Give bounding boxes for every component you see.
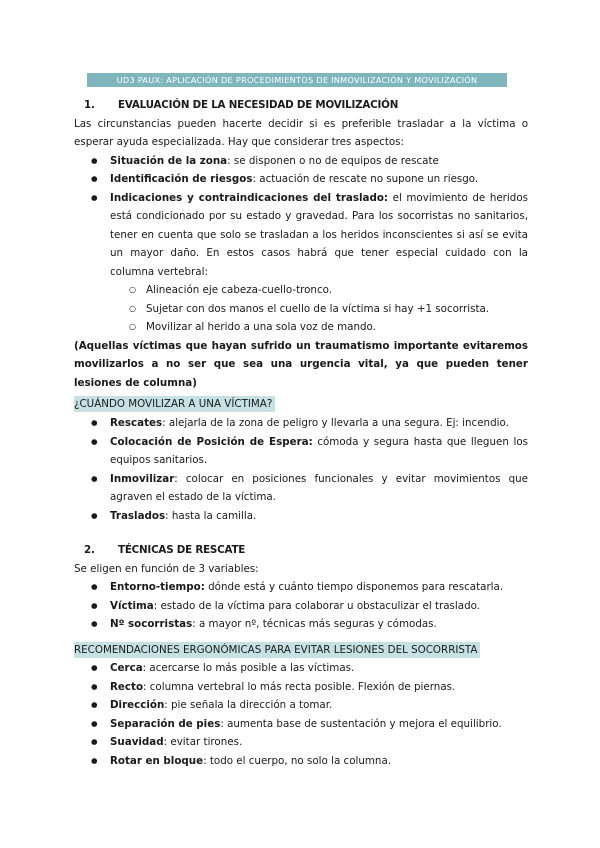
section-tecnicas — [74, 541, 528, 634]
list-item: ● Inmovilizar: colocar en posiciones funcionales y evitar movimientos que agraven el estado de la víctima. — [74, 470, 528, 507]
highlighted-title: ¿CUÁNDO MOVILIZAR A UNA VÍCTIMA? — [74, 396, 275, 412]
section-title: EVALUACIÓN DE LA NECESIDAD DE MOVILIZACIÓN — [118, 99, 399, 111]
sub-list-item: ○ Movilizar al herido a una sola voz de mando. — [74, 318, 528, 337]
section-ergonomia — [74, 659, 528, 770]
section-heading — [74, 541, 528, 560]
list-item: ● Rotar en bloque: todo el cuerpo, no solo la columna. — [74, 752, 528, 771]
section-cuando — [74, 414, 528, 525]
ergo-list — [74, 659, 528, 770]
section-heading — [74, 96, 528, 115]
list-item: ● Suavidad: evitar tirones. — [74, 733, 528, 752]
list-item: ● Nº socorristas: a mayor nº, técnicas más seguras y cómodas. — [74, 615, 528, 634]
aspects-list — [74, 152, 528, 282]
sub-list-item: ○ Alineación eje cabeza-cuello-tronco. — [74, 281, 528, 300]
list-item: ● Situación de la zona: se disponen o no de equipos de rescate — [74, 152, 528, 171]
list-item: ● Cerca: acercarse lo más posible a las víctimas. — [74, 659, 528, 678]
section-number: 1. — [84, 99, 95, 111]
list-item: ● Indicaciones y contraindicaciones del traslado: el movimiento de heridos está condicionado por su estado y gravedad. Para los socorristas no sanitarios, tener en cuenta que solo se trasladan a los heridos inconscientes si así se evita un mayor daño. En estos casos habrá que tener especial cuidado con la columna vertebral: — [74, 189, 528, 282]
ergo-heading — [74, 641, 480, 660]
highlighted-title: RECOMENDACIONES ERGONÓMICAS PARA EVITAR LESIONES DEL SOCORRISTA — [74, 642, 480, 658]
sub-list-item: ○ Sujetar con dos manos el cuello de la víctima si hay +1 socorrista. — [74, 300, 528, 319]
section-title: TÉCNICAS DE RESCATE — [118, 544, 246, 556]
trauma-note: (Aquellas víctimas que hayan sufrido un traumatismo importante evitaremos movilizarlos a no ser que sea una urgencia vital, ya que pueden tener lesiones de columna) — [74, 339, 528, 389]
list-item: ● Separación de pies: aumenta base de sustentación y mejora el equilibrio. — [74, 715, 528, 734]
when-heading — [74, 395, 275, 414]
list-item: ● Colocación de Posición de Espera: cómoda y segura hasta que lleguen los equipos sanitarios. — [74, 433, 528, 470]
list-item: ● Rescates: alejarla de la zona de peligro y llevarla a una segura. Ej: incendio. — [74, 414, 528, 433]
list-item: ● Traslados: hasta la camilla. — [74, 507, 528, 526]
intro-paragraph: Las circunstancias pueden hacerte decidir si es preferible trasladar a la víctima o esperar ayuda especializada. Hay que considerar tres aspectos: — [74, 117, 528, 148]
list-item: ● Dirección: pie señala la dirección a tomar. — [74, 696, 528, 715]
list-item: ● Entorno-tiempo: dónde está y cuánto tiempo disponemos para rescatarla. — [74, 578, 528, 597]
unit-banner: UD3 PAUX: APLICACIÓN DE PROCEDIMIENTOS DE INMOVILIZACIÓN Y MOVILIZACIÓN — [87, 73, 507, 87]
list-item: ● Identificación de riesgos: actuación de rescate no supone un riesgo. — [74, 170, 528, 189]
intro-paragraph: Se eligen en función de 3 variables: — [74, 562, 259, 575]
list-item: ● Víctima: estado de la víctima para colaborar u obstaculizar el traslado. — [74, 597, 528, 616]
list-item: ● Recto: columna vertebral lo más recta posible. Flexión de piernas. — [74, 678, 528, 697]
section-number: 2. — [84, 544, 95, 556]
variables-list — [74, 578, 528, 634]
spine-care-list — [74, 281, 528, 337]
when-list — [74, 414, 528, 525]
section-evaluacion — [74, 96, 528, 392]
